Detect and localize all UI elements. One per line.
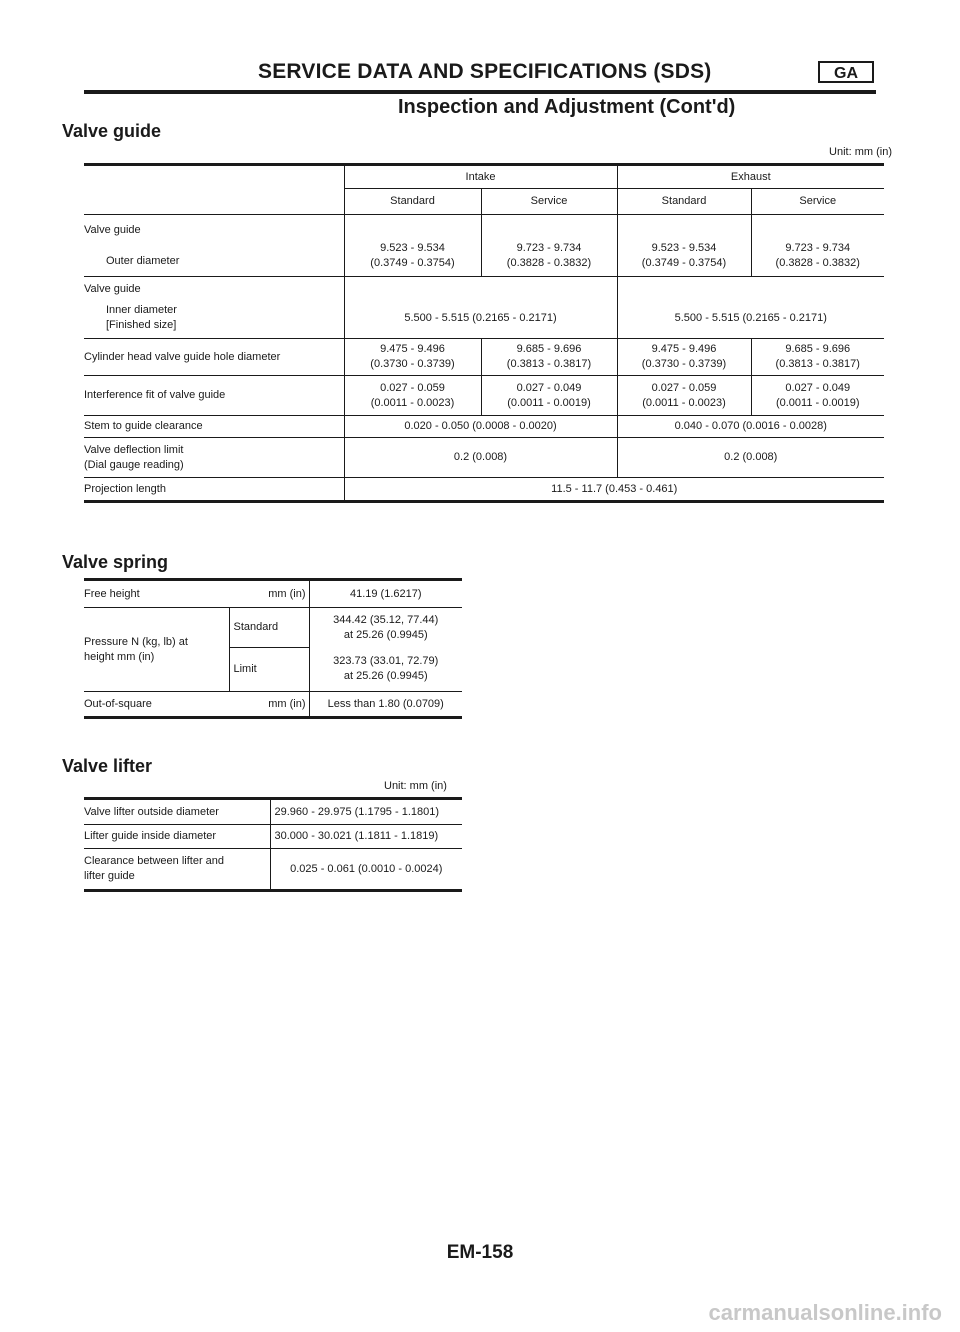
valve-lifter-unit: Unit: mm (in) <box>384 780 447 792</box>
col-exhaust-standard: Standard <box>617 189 751 215</box>
row-label: Pressure N (kg, lb) at <box>84 635 188 648</box>
row-label: Valve guide <box>84 223 141 236</box>
section-badge: GA <box>818 61 874 83</box>
cell: at 25.26 (0.9945) <box>343 628 428 641</box>
table-row <box>84 478 884 502</box>
col-intake-service: Service <box>481 189 617 215</box>
cell: 0.020 - 0.050 (0.0008 - 0.0020) <box>344 416 617 438</box>
cell: 0.2 (0.008) <box>344 438 617 478</box>
row-sublabel: Outer diameter <box>106 254 180 267</box>
col-intake: Intake <box>344 165 617 189</box>
row-label: Out-of-square <box>84 697 152 710</box>
valve-guide-title: Valve guide <box>62 121 162 141</box>
row-sublabel: Inner diameter <box>106 304 177 316</box>
cell: 9.475 - 9.496 <box>380 343 445 355</box>
row-label: Projection length <box>84 482 166 495</box>
header-rule <box>84 90 876 94</box>
table-row <box>84 580 462 608</box>
cell: (0.3749 - 0.3754) <box>370 256 455 269</box>
cell: 0.027 - 0.059 <box>651 381 717 394</box>
table-row <box>84 608 462 648</box>
cell: (0.3828 - 0.3832) <box>775 256 860 269</box>
cell: 9.685 - 9.696 <box>516 343 582 355</box>
cell: 0.027 - 0.059 <box>380 381 445 394</box>
row-sublabel: [Finished size] <box>106 319 177 331</box>
cell: 0.027 - 0.049 <box>516 381 582 394</box>
cell: (0.0011 - 0.0023) <box>370 396 455 409</box>
cell: 0.025 - 0.061 (0.0010 - 0.0024) <box>270 849 462 891</box>
table-row <box>84 416 884 438</box>
row-label: Free height <box>84 587 140 600</box>
page-header-subtitle: Inspection and Adjustment (Cont'd) <box>398 96 736 118</box>
cell: 5.500 - 5.515 (0.2165 - 0.2171) <box>344 277 617 339</box>
row-label: Cylinder head valve guide hole diameter <box>84 350 281 363</box>
cell: 9.523 - 9.534 <box>380 241 445 254</box>
cell: 0.027 - 0.049 <box>785 381 851 394</box>
row-label: lifter guide <box>84 870 135 882</box>
row-label: Lifter guide inside diameter <box>84 830 217 842</box>
cell: 9.523 - 9.534 <box>651 241 717 254</box>
table-row <box>84 376 884 416</box>
cell: (0.0011 - 0.0019) <box>507 396 591 409</box>
row-label: (Dial gauge reading) <box>84 458 184 471</box>
cell: 29.960 - 29.975 (1.1795 - 1.1801) <box>270 799 462 825</box>
valve-guide-table <box>84 163 884 503</box>
cell: 9.723 - 9.734 <box>785 241 851 254</box>
cell: (0.3828 - 0.3832) <box>506 256 592 269</box>
table-row <box>84 849 462 891</box>
table-row <box>84 277 884 339</box>
cell: (0.3730 - 0.3739) <box>370 358 455 370</box>
valve-guide-unit: Unit: mm (in) <box>829 146 892 158</box>
cell: (0.3813 - 0.3817) <box>506 358 592 370</box>
col-exhaust: Exhaust <box>617 165 884 189</box>
cell: (0.0011 - 0.0023) <box>642 396 726 409</box>
table-row <box>84 215 884 277</box>
row-label: height mm (in) <box>84 650 155 663</box>
row-unit: mm (in) <box>268 697 306 710</box>
cell: 0.040 - 0.070 (0.0016 - 0.0028) <box>617 416 884 438</box>
page-header-title: SERVICE DATA AND SPECIFICATIONS (SDS) <box>258 60 712 83</box>
row-unit: mm (in) <box>268 587 306 600</box>
col-exhaust-service: Service <box>751 189 884 215</box>
valve-spring-table <box>84 578 462 719</box>
page-number: EM-158 <box>446 1242 514 1263</box>
row-label: Valve deflection limit <box>84 443 184 456</box>
cell: 323.73 (33.01, 72.79) <box>333 655 439 668</box>
cell: (0.3813 - 0.3817) <box>775 358 860 370</box>
cell: 0.2 (0.008) <box>617 438 884 478</box>
col-intake-standard: Standard <box>344 189 481 215</box>
table-row <box>84 692 462 718</box>
table-row <box>84 825 462 849</box>
cell: (0.3730 - 0.3739) <box>641 358 727 370</box>
row-label: Clearance between lifter and <box>84 855 225 867</box>
cell: 9.723 - 9.734 <box>516 241 582 254</box>
cell: 9.685 - 9.696 <box>785 343 851 355</box>
watermark: carmanualsonline.info <box>708 1300 942 1325</box>
cell: 41.19 (1.6217) <box>309 580 462 608</box>
cell: 344.42 (35.12, 77.44) <box>333 613 439 626</box>
cell: at 25.26 (0.9945) <box>343 670 428 683</box>
valve-lifter-table <box>84 797 462 892</box>
table-row <box>84 339 884 376</box>
cell: 11.5 - 11.7 (0.453 - 0.461) <box>344 478 884 502</box>
cell: 9.475 - 9.496 <box>651 343 717 355</box>
table-row <box>84 438 884 478</box>
row-label: Valve guide <box>84 283 141 295</box>
cell: Less than 1.80 (0.0709) <box>309 692 462 718</box>
cell: 30.000 - 30.021 (1.1811 - 1.1819) <box>270 825 462 849</box>
table-row <box>84 799 462 825</box>
cell: 5.500 - 5.515 (0.2165 - 0.2171) <box>617 277 884 339</box>
row-label: Stem to guide clearance <box>84 420 203 432</box>
row-sublabel: Limit <box>229 648 309 692</box>
cell: (0.3749 - 0.3754) <box>641 256 727 269</box>
row-label: Valve lifter outside diameter <box>84 805 219 818</box>
valve-spring-title: Valve spring <box>62 552 169 572</box>
cell: (0.0011 - 0.0019) <box>775 396 860 409</box>
row-label: Interference fit of valve guide <box>84 389 226 401</box>
row-sublabel: Standard <box>229 608 309 648</box>
valve-lifter-title: Valve lifter <box>62 756 153 776</box>
